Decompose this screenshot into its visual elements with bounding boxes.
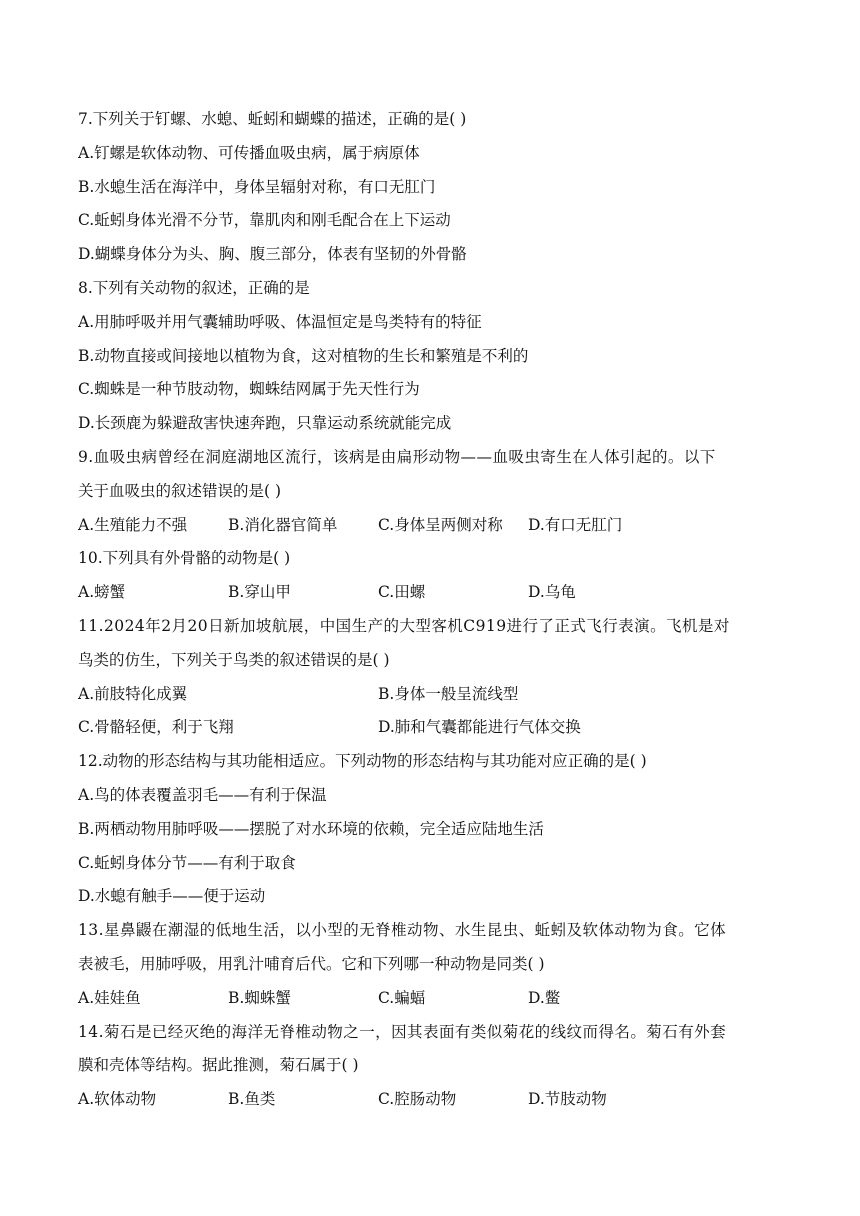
answer-option: C.骨骼轻便，利于飞翔: [78, 718, 234, 737]
option-row: [78, 779, 780, 813]
answer-option: D.乌龟: [528, 583, 576, 602]
question-7: [78, 103, 780, 272]
option-row: [78, 576, 780, 610]
question-stem: 膜和壳体等结构。据此推测，菊石属于( ): [78, 1056, 359, 1075]
option-row: [78, 678, 780, 712]
answer-option: D.节肢动物: [528, 1090, 607, 1109]
answer-option: C.蜘蛛是一种节肢动物，蜘蛛结网属于先天性行为: [78, 380, 420, 399]
option-row: [78, 373, 780, 407]
question-13: [78, 914, 780, 1015]
option-row: [78, 340, 780, 374]
option-row: [78, 137, 780, 171]
answer-option: A.娃娃鱼: [78, 988, 141, 1007]
answer-option: D.鳖: [528, 988, 561, 1007]
question-stem: 9.血吸虫病曾经在洞庭湖地区流行，该病是由扁形动物——血吸虫寄生在人体引起的。以下: [78, 447, 716, 466]
question-stem: 10.下列具有外骨骼的动物是( ): [78, 549, 291, 568]
question-stem: 13.星鼻鼹在潮湿的低地生活，以小型的无脊椎动物、水生昆虫、蚯蚓及软体动物为食。它体: [78, 921, 727, 940]
option-row: [78, 982, 780, 1016]
question-stem: 11.2024年2月20日新加坡航展，中国生产的大型客机C919进行了正式飞行表演。飞机是对: [78, 616, 730, 635]
question-8: [78, 272, 780, 441]
question-stem: 7.下列关于钉螺、水螅、蚯蚓和蝴蝶的描述，正确的是( ): [78, 110, 467, 128]
answer-option: D.蝴蝶身体分为头、胸、腹三部分，体表有坚韧的外骨骼: [78, 245, 467, 264]
answer-option: C.田螺: [378, 583, 426, 602]
answer-option: C.蝙蝠: [378, 988, 426, 1007]
answer-option: D.有口无肛门: [528, 515, 623, 534]
question-12: [78, 745, 780, 914]
option-row: [78, 813, 780, 847]
question-stem: 关于血吸虫的叙述错误的是( ): [78, 481, 282, 500]
answer-option: B.动物直接或间接地以植物为食，这对植物的生长和繁殖是不利的: [78, 346, 529, 365]
option-row: [78, 711, 780, 745]
answer-option: D.肺和气囊都能进行气体交换: [378, 718, 581, 737]
answer-option: D.长颈鹿为躲避敌害快速奔跑，只靠运动系统就能完成: [78, 414, 452, 433]
question-stem: 8.下列有关动物的叙述，正确的是: [78, 278, 310, 297]
option-row: [78, 1083, 780, 1117]
answer-option: C.腔肠动物: [378, 1090, 457, 1109]
option-row: [78, 204, 780, 238]
option-row: [78, 847, 780, 881]
answer-option: C.身体呈两侧对称: [378, 515, 503, 534]
answer-option: B.穿山甲: [228, 583, 291, 602]
answer-option: A.生殖能力不强: [78, 515, 188, 534]
answer-option: B.身体一般呈流线型: [378, 684, 519, 703]
question-10: [78, 542, 780, 610]
answer-option: B.两栖动物用肺呼吸——摆脱了对水环境的依赖，完全适应陆地生活: [78, 819, 544, 838]
option-row: [78, 509, 780, 543]
option-row: [78, 238, 780, 272]
question-stem: 14.菊石是已经灭绝的海洋无脊椎动物之一，因其表面有类似菊花的线纹而得名。菊石有外套: [78, 1022, 727, 1041]
option-row: [78, 171, 780, 205]
question-14: [78, 1016, 780, 1117]
answer-option: C.蚯蚓身体光滑不分节，靠肌肉和刚毛配合在上下运动: [78, 211, 451, 230]
question-list: [78, 103, 780, 1117]
answer-option: B.消化器官简单: [228, 515, 338, 534]
question-stem: 表被毛，用肺呼吸，用乳汁哺育后代。它和下列哪一种动物是同类( ): [78, 954, 545, 973]
answer-option: A.前肢特化成翼: [78, 684, 188, 703]
question-stem: 12.动物的形态结构与其功能相适应。下列动物的形态结构与其功能对应正确的是( ): [78, 752, 647, 771]
answer-option: C.蚯蚓身体分节——有利于取食: [78, 853, 296, 872]
answer-option: B.蜘蛛蟹: [228, 988, 291, 1007]
question-stem: 鸟类的仿生，下列关于鸟类的叙述错误的是( ): [78, 650, 390, 669]
answer-option: A.用肺呼吸并用气囊辅助呼吸、体温恒定是鸟类特有的特征: [78, 312, 482, 331]
answer-option: A.鸟的体表覆盖羽毛——有利于保温: [78, 785, 327, 804]
option-row: [78, 306, 780, 340]
answer-option: A.钉螺是软体动物、可传播血吸虫病，属于病原体: [78, 143, 420, 162]
question-11: [78, 610, 780, 745]
answer-option: B.鱼类: [228, 1090, 276, 1109]
answer-option: A.软体动物: [78, 1090, 157, 1109]
answer-option: A.螃蟹: [78, 583, 126, 602]
question-9: [78, 441, 780, 542]
answer-option: B.水螅生活在海洋中，身体呈辐射对称，有口无肛门: [78, 177, 436, 196]
option-row: [78, 880, 780, 914]
option-row: [78, 407, 780, 441]
answer-option: D.水螅有触手——便于运动: [78, 887, 266, 906]
